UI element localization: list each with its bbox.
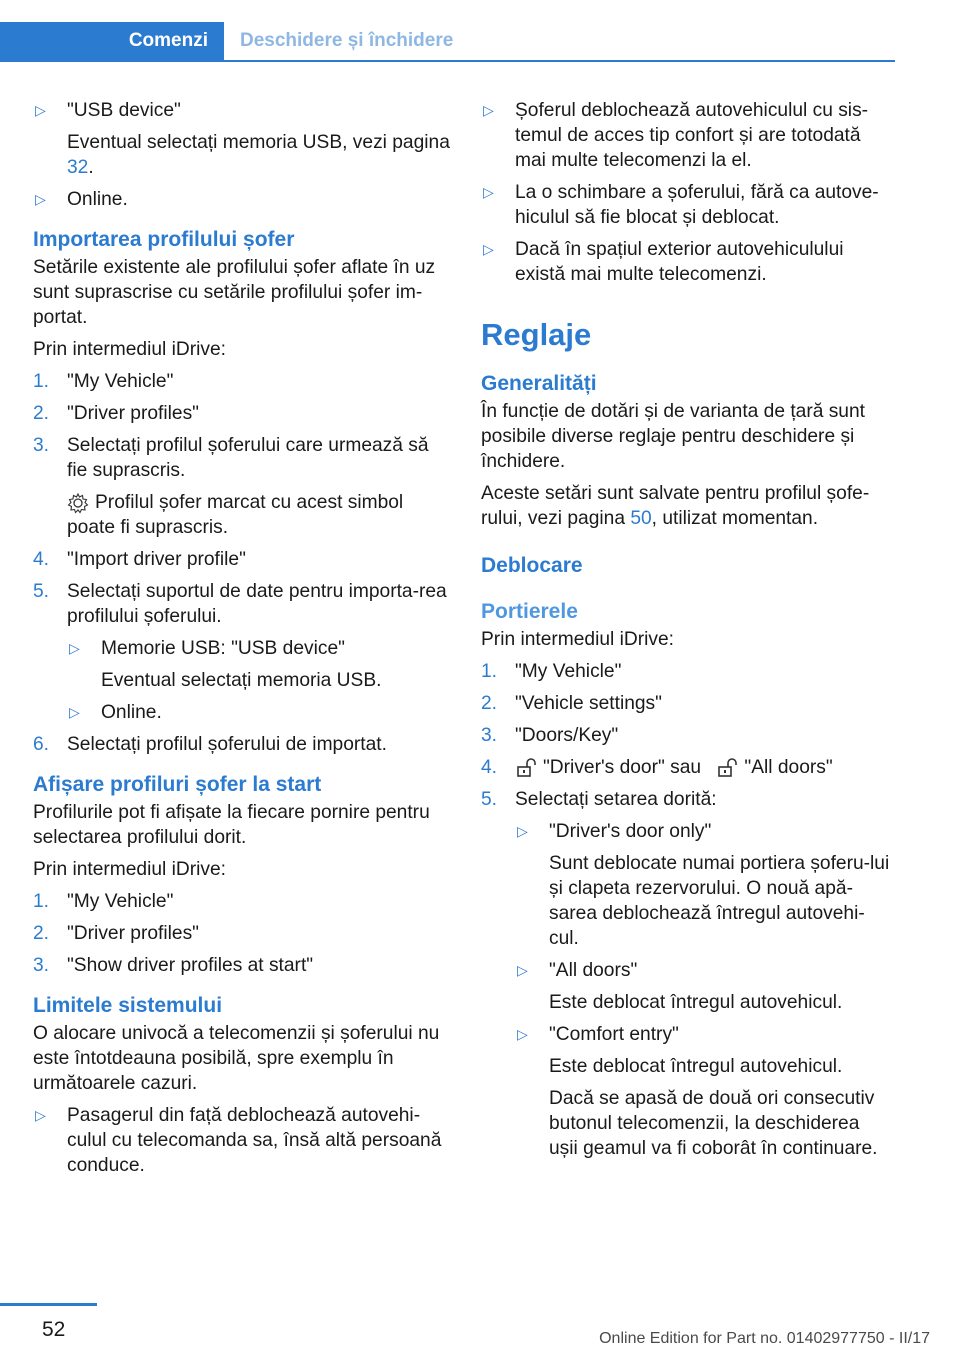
step-item — [33, 547, 453, 572]
step-text: Selectați profilul șoferului de importat. — [67, 734, 387, 755]
option-title: "All doors" — [549, 960, 638, 981]
bullet-text: Șoferul deblochează autovehiculul cu sis‐temul de acces tip confort și are totodată mai multe telecomenzi la el. — [515, 100, 869, 171]
tab-comenzi-label: Comenzi — [128, 30, 208, 51]
section-title-limits: Limitele sistemului — [33, 994, 223, 1017]
sub-list — [67, 636, 453, 725]
left-column — [33, 98, 453, 1185]
option-desc: Este deblocat întregul autovehicul. — [549, 1056, 843, 1077]
import-paragraph: Setările existente ale profilului șofer aflate în uz sunt suprascrise cu setările profilului șofer im‐portat. — [33, 257, 436, 328]
step-number: 1. — [33, 891, 50, 912]
general-paragraph-2 — [481, 481, 891, 531]
usb-desc-text: Eventual selectați memoria USB, vezi pagina — [67, 132, 450, 153]
step-number: 1. — [33, 371, 50, 392]
triangle-right-icon: ▷ — [517, 1026, 528, 1042]
section-title-deblocare: Deblocare — [481, 554, 583, 577]
page-link[interactable]: 50 — [630, 508, 652, 529]
page-link[interactable]: 32 — [67, 157, 89, 178]
list-item — [481, 237, 891, 287]
step-item — [481, 723, 891, 748]
unlock-icon — [716, 758, 738, 778]
triangle-right-icon: ▷ — [69, 704, 80, 720]
step-text: "My Vehicle" — [515, 661, 622, 682]
list-item — [33, 98, 453, 180]
step-number: 2. — [33, 403, 50, 424]
step-number: 3. — [481, 725, 498, 746]
triangle-right-icon: ▷ — [69, 640, 80, 656]
list-item — [481, 98, 891, 173]
option-item — [515, 1022, 891, 1161]
display-paragraph: Profilurile pot fi afișate la fiecare pornire pentru selectarea profilului dorit. — [33, 802, 430, 848]
footer-edition: Online Edition for Part no. 01402977750 - II/17 — [599, 1330, 930, 1347]
footer-rule — [0, 1303, 97, 1306]
step-text: "Driver's door" sau — [543, 757, 702, 778]
step-note-text: Profilul șofer marcat cu acest simbol poate fi suprascris. — [67, 492, 404, 538]
tab-deschidere[interactable] — [240, 22, 453, 60]
triangle-right-icon: ▷ — [483, 241, 494, 257]
option-title: "Driver's door only" — [549, 821, 712, 842]
step-text: "All doors" — [744, 757, 833, 778]
header-rule — [0, 60, 895, 62]
step-text: "Import driver profile" — [67, 549, 246, 570]
step-number: 6. — [33, 734, 50, 755]
step-number: 4. — [481, 757, 498, 778]
step-text: "My Vehicle" — [67, 371, 174, 392]
option-item — [515, 819, 891, 951]
step-text: "My Vehicle" — [67, 891, 174, 912]
step-number: 5. — [481, 789, 498, 810]
option-item — [515, 958, 891, 1015]
usb-desc-post: . — [88, 157, 94, 178]
step-item — [33, 953, 453, 978]
section-title-display: Afișare profiluri șofer la start — [33, 773, 322, 796]
step-number: 3. — [33, 955, 50, 976]
step-item — [33, 369, 453, 394]
step-number: 2. — [33, 923, 50, 944]
usb-desc — [67, 130, 453, 180]
general-p2-text: Aceste setări sunt salvate pentru profilul șofe‐rului, vezi pagina — [481, 483, 870, 529]
sub-item — [67, 636, 453, 693]
tab-deschidere-label: Deschidere și închidere — [240, 30, 454, 51]
step-item — [33, 579, 453, 725]
display-idrive: Prin intermediul iDrive: — [33, 859, 226, 880]
step-text: "Show driver profiles at start" — [67, 955, 314, 976]
step-number: 4. — [33, 549, 50, 570]
step-item — [33, 921, 453, 946]
step-item — [481, 659, 891, 684]
general-paragraph: În funcție de dotări și de varianta de țară sunt posibile diverse reglaje pentru deschidere și închidere. — [481, 401, 865, 472]
limits-item-text: Pasagerul din față deblochează autovehi‐culul cu telecomanda sa, însă altă persoană conduce. — [67, 1105, 442, 1176]
triangle-right-icon: ▷ — [35, 1107, 46, 1123]
step-item — [481, 691, 891, 716]
tab-comenzi[interactable] — [0, 22, 224, 60]
unlock-icon — [515, 758, 537, 778]
triangle-right-icon: ▷ — [483, 102, 494, 118]
triangle-right-icon: ▷ — [517, 823, 528, 839]
option-list — [515, 819, 891, 1161]
triangle-right-icon: ▷ — [35, 102, 46, 118]
chapter-title-reglaje: Reglaje — [481, 317, 592, 352]
bullet-text: Dacă în spațiul exterior autovehiculului există mai multe telecomenzi. — [515, 239, 844, 285]
option-extra: Dacă se apasă de două ori consecutiv butonul telecomenzii, la deschiderea ușii geamul va fi coborât în continuare. — [549, 1088, 878, 1159]
step-text: Selectați profilul șoferului care urmează să fie suprascris. — [67, 435, 429, 481]
step-item — [33, 889, 453, 914]
sub-item-title: Memorie USB: "USB device" — [101, 638, 345, 659]
sub-item-desc: Eventual selectați memoria USB. — [101, 670, 382, 691]
step-number: 5. — [33, 581, 50, 602]
list-item — [481, 180, 891, 230]
step-text: "Vehicle settings" — [515, 693, 662, 714]
step-item — [33, 433, 453, 540]
step-text: Selectați setarea dorită: — [515, 789, 717, 810]
right-column — [481, 98, 891, 1168]
step-text: "Driver profiles" — [67, 923, 199, 944]
triangle-right-icon: ▷ — [483, 184, 494, 200]
bullet-text: La o schimbare a șoferului, fără ca autove‐hiculul să fie blocat și deblocat. — [515, 182, 879, 228]
step-number: 1. — [481, 661, 498, 682]
triangle-right-icon: ▷ — [517, 962, 528, 978]
step-item — [33, 401, 453, 426]
step-text: "Doors/Key" — [515, 725, 619, 746]
subsection-title-portierele: Portierele — [481, 600, 578, 623]
limits-paragraph: O alocare univocă a telecomenzii și șoferului nu este întotdeauna posibilă, spre exemplu în următoarele cazuri. — [33, 1023, 440, 1094]
step-item — [481, 787, 891, 1161]
step-item — [33, 732, 453, 757]
step-text: "Driver profiles" — [67, 403, 199, 424]
step-number: 3. — [33, 435, 50, 456]
usb-label: "USB device" — [67, 100, 181, 121]
import-idrive: Prin intermediul iDrive: — [33, 339, 226, 360]
general-p2-post: , utilizat momentan. — [651, 508, 819, 529]
list-item — [33, 1103, 453, 1178]
section-title-import: Importarea profilului șofer — [33, 228, 295, 251]
section-title-general: Generalități — [481, 372, 597, 395]
step-number: 2. — [481, 693, 498, 714]
portierele-idrive: Prin intermediul iDrive: — [481, 629, 674, 650]
sub-item — [67, 700, 453, 725]
option-title: "Comfort entry" — [549, 1024, 679, 1045]
option-desc: Sunt deblocate numai portiera șoferu‐lui și clapeta rezervorului. O nouă apă‐sarea deblochează întregul autovehi‐cul. — [549, 853, 890, 949]
option-desc: Este deblocat întregul autovehicul. — [549, 992, 843, 1013]
step-note — [67, 490, 453, 540]
triangle-right-icon: ▷ — [35, 191, 46, 207]
step-text: Selectați suportul de date pentru importa‐rea profilului șoferului. — [67, 581, 447, 627]
list-item — [33, 187, 453, 212]
step-item — [481, 755, 891, 780]
sub-item-title: Online. — [101, 702, 162, 723]
online-label: Online. — [67, 189, 128, 210]
page-number: 52 — [42, 1318, 66, 1341]
gear-icon — [67, 492, 89, 514]
